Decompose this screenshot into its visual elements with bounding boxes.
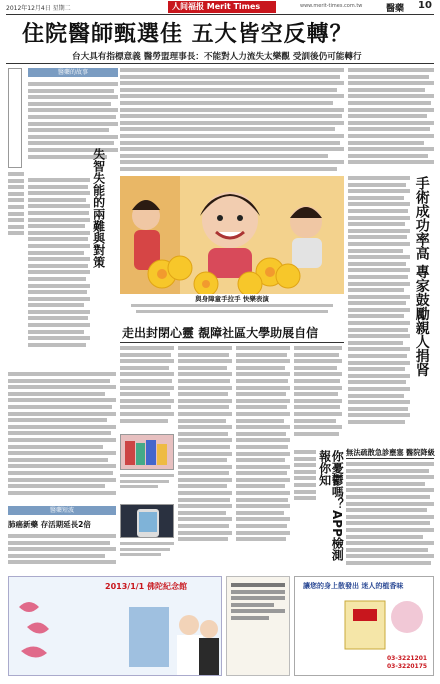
app-story-top-text (294, 346, 342, 446)
left-column-vertical-title: 失智失能的兩難與對策 (91, 148, 106, 268)
photo-caption-text (120, 304, 344, 320)
left-column-header: 醫藥的故事 (28, 68, 118, 77)
right-vertical-title: 手術成功率高 專家鼓勵親人捐肾 (413, 176, 430, 377)
phone-illustration (121, 505, 174, 538)
thumb-books-caption (120, 474, 174, 500)
right-sub-text (346, 462, 434, 568)
main-subhead: 台大具有指標意義 醫勞盟理事長：不能對人力流失太樂觀 受訓後仍可能轉行 (72, 52, 362, 62)
news-brief-text (8, 534, 116, 570)
advertisement-text-box[interactable] (226, 576, 290, 676)
photo-caption-title: 與身障童手拉手 快樂表演 (195, 295, 269, 303)
app-story-side-text (294, 450, 316, 568)
story-headline: 走出封閉心靈 覩障社區大學助展自信 (122, 326, 319, 340)
right-top-text (348, 68, 434, 172)
thumb-books-photo (120, 434, 174, 470)
left-margin-text (8, 172, 24, 362)
books-illustration (121, 435, 174, 470)
right-sub-rule (346, 458, 434, 459)
advertisement-buddha-memorial[interactable] (8, 576, 222, 676)
main-photo-children-flowers (120, 176, 344, 294)
left-column-body (28, 178, 90, 364)
news-brief-header: 醫藥短波 (8, 506, 116, 515)
thumb-phone-caption (120, 542, 174, 572)
right-body-text (348, 176, 410, 438)
site-url: www.merit-times.com.tw (300, 3, 363, 9)
photo-illustration (120, 176, 344, 294)
main-headline: 住院醫師甄選佳 五大皆空反轉？ (22, 22, 353, 47)
news-brief-box (8, 506, 116, 572)
newspaper-logo: 人间福报 Merit Times (168, 1, 276, 13)
story-rule (120, 342, 344, 343)
story-col-3 (236, 346, 290, 566)
app-story-vertical-title: 你憂鬱嗎？APP檢測報你知 (317, 450, 345, 561)
page-number: 10 (418, 0, 432, 11)
left-margin-strip (8, 68, 22, 168)
story-col-1 (120, 346, 174, 430)
ad3-title: 讓您的身上散發出 迷人的植香味 (303, 582, 404, 590)
section-name: 醫藥 (386, 4, 405, 14)
story-col-2 (178, 346, 232, 566)
news-brief-title: 肺癌新藥 存活期延長2倍 (8, 520, 91, 529)
center-top-text (120, 68, 344, 172)
headline-rule (6, 63, 434, 64)
issue-date: 2012年12月4日 星期二 (6, 5, 71, 12)
ad3-phone-2: 03-3220175 (387, 663, 428, 670)
right-sub-headline: 無法疏散急診壅塞 醫院降級 (346, 448, 435, 457)
left-lower-text (8, 372, 116, 502)
masthead (0, 0, 440, 14)
top-rule (6, 14, 434, 15)
thumb-phone-photo (120, 504, 174, 538)
advertisement-fragrance[interactable] (294, 576, 434, 676)
ad2-text (231, 583, 285, 671)
ad1-title: 2013/1/1 佛陀紀念館 (105, 582, 188, 591)
ad3-phone-1: 03-3221201 (387, 655, 428, 662)
